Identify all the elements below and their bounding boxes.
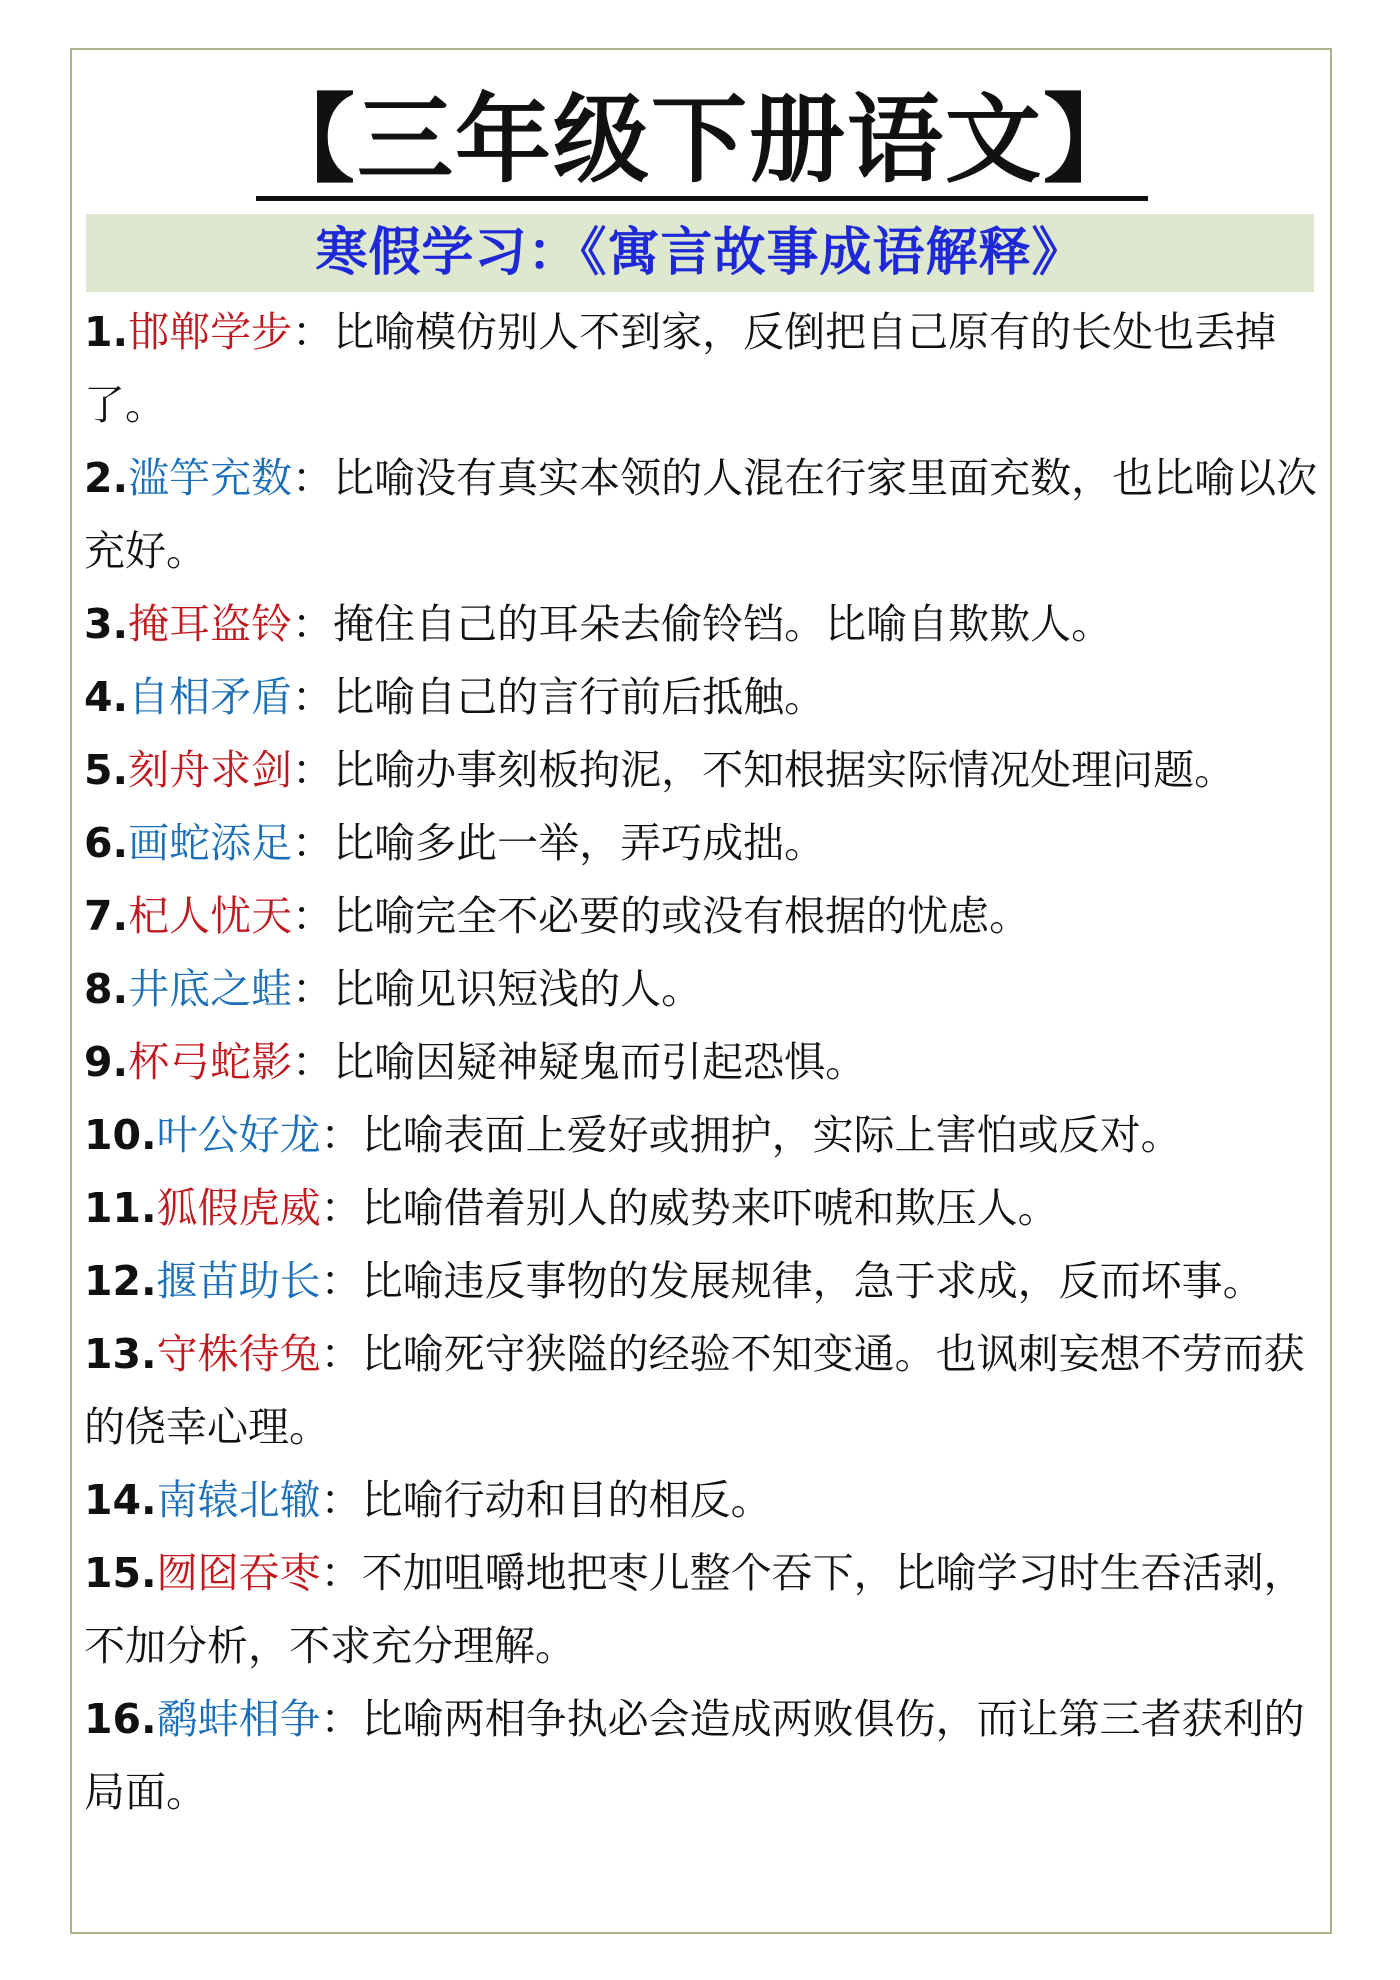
entry-number: 2.	[84, 454, 129, 502]
idiom-term: 南辕北辙	[156, 1476, 321, 1524]
idiom-entry-9	[84, 1026, 1322, 1099]
entry-separator: ：	[292, 819, 334, 867]
idiom-entry-6	[84, 807, 1322, 880]
entry-number: 12.	[84, 1257, 157, 1305]
idiom-term: 鹬蚌相争	[156, 1695, 321, 1743]
entry-separator: ：	[292, 600, 334, 648]
idiom-term: 掩耳盗铃	[128, 600, 293, 648]
idiom-entry-12	[84, 1245, 1322, 1318]
idiom-term: 守株待兔	[156, 1330, 321, 1378]
idiom-term: 滥竽充数	[128, 454, 293, 502]
entry-separator: ：	[320, 1695, 362, 1743]
idiom-term: 叶公好龙	[156, 1111, 321, 1159]
idiom-term: 邯郸学步	[128, 308, 293, 356]
idiom-definition: 比喻两相争执必会造成两败俱伤，而让第三者获利的局面。	[84, 1695, 1305, 1816]
entry-separator: ：	[292, 1038, 334, 1086]
idiom-definition: 比喻模仿别人不到家，反倒把自己原有的长处也丢掉了。	[84, 308, 1277, 429]
entry-separator: ：	[320, 1257, 362, 1305]
entry-separator: ：	[320, 1184, 362, 1232]
idiom-entry-13	[84, 1318, 1322, 1464]
idiom-definition: 比喻死守狭隘的经验不知变通。也讽刺妄想不劳而获的侥幸心理。	[84, 1330, 1305, 1451]
idiom-definition: 比喻见识短浅的人。	[333, 965, 703, 1013]
idiom-term: 揠苗助长	[156, 1257, 321, 1305]
entry-number: 6.	[84, 819, 129, 867]
entry-separator: ：	[320, 1476, 362, 1524]
entry-number: 13.	[84, 1330, 157, 1378]
idiom-definition: 比喻多此一举，弄巧成拙。	[333, 819, 826, 867]
idiom-entry-11	[84, 1172, 1322, 1245]
idiom-term: 画蛇添足	[128, 819, 293, 867]
idiom-entry-10	[84, 1099, 1322, 1172]
idiom-definition: 比喻行动和目的相反。	[361, 1476, 772, 1524]
idiom-entry-14	[84, 1464, 1322, 1537]
entry-number: 1.	[84, 308, 129, 356]
idiom-definition: 掩住自己的耳朵去偷铃铛。比喻自欺欺人。	[333, 600, 1113, 648]
entry-separator: ：	[320, 1330, 362, 1378]
entry-separator: ：	[292, 454, 334, 502]
entry-separator: ：	[292, 965, 334, 1013]
idiom-term: 杯弓蛇影	[128, 1038, 293, 1086]
idiom-term: 狐假虎威	[156, 1184, 321, 1232]
entry-number: 7.	[84, 892, 129, 940]
idiom-entry-2	[84, 442, 1322, 588]
idiom-definition: 比喻因疑神疑鬼而引起恐惧。	[333, 1038, 867, 1086]
idiom-entry-4	[84, 661, 1322, 734]
idiom-term: 自相矛盾	[128, 673, 293, 721]
entry-number: 3.	[84, 600, 129, 648]
idiom-definition: 不加咀嚼地把枣儿整个吞下，比喻学习时生吞活剥，不加分析，不求充分理解。	[84, 1549, 1305, 1670]
entry-number: 4.	[84, 673, 129, 721]
idiom-definition: 比喻完全不必要的或没有根据的忧虑。	[333, 892, 1031, 940]
page-title: 【三年级下册语文】	[259, 84, 1141, 196]
title-underline	[256, 196, 1148, 201]
entry-number: 15.	[84, 1549, 157, 1597]
idiom-entry-16	[84, 1683, 1322, 1829]
entry-separator: ：	[320, 1549, 362, 1597]
entry-number: 11.	[84, 1184, 157, 1232]
entry-separator: ：	[320, 1111, 362, 1159]
entry-number: 16.	[84, 1695, 157, 1743]
entry-separator: ：	[292, 746, 334, 794]
idiom-term: 刻舟求剑	[128, 746, 293, 794]
entry-number: 8.	[84, 965, 129, 1013]
idiom-definition: 比喻办事刻板拘泥，不知根据实际情况处理问题。	[333, 746, 1236, 794]
entry-number: 9.	[84, 1038, 129, 1086]
idiom-term: 井底之蛙	[128, 965, 293, 1013]
idiom-list	[84, 296, 1322, 1829]
idiom-entry-15	[84, 1537, 1322, 1683]
idiom-entry-5	[84, 734, 1322, 807]
entry-separator: ：	[292, 892, 334, 940]
entry-number: 10.	[84, 1111, 157, 1159]
entry-separator: ：	[292, 673, 334, 721]
idiom-entry-1	[84, 296, 1322, 442]
idiom-term: 杞人忧天	[128, 892, 293, 940]
idiom-definition: 比喻借着别人的威势来吓唬和欺压人。	[361, 1184, 1059, 1232]
idiom-definition: 比喻表面上爱好或拥护，实际上害怕或反对。	[361, 1111, 1182, 1159]
idiom-definition: 比喻违反事物的发展规律，急于求成，反而坏事。	[361, 1257, 1264, 1305]
idiom-definition: 比喻没有真实本领的人混在行家里面充数，也比喻以次充好。	[84, 454, 1318, 575]
idiom-definition: 比喻自己的言行前后抵触。	[333, 673, 826, 721]
entry-number: 14.	[84, 1476, 157, 1524]
idiom-entry-7	[84, 880, 1322, 953]
idiom-entry-8	[84, 953, 1322, 1026]
page-subtitle: 寒假学习：《寓言故事成语解释》	[315, 223, 1085, 283]
idiom-entry-3	[84, 588, 1322, 661]
idiom-term: 囫囵吞枣	[156, 1549, 321, 1597]
entry-number: 5.	[84, 746, 129, 794]
entry-separator: ：	[292, 308, 334, 356]
